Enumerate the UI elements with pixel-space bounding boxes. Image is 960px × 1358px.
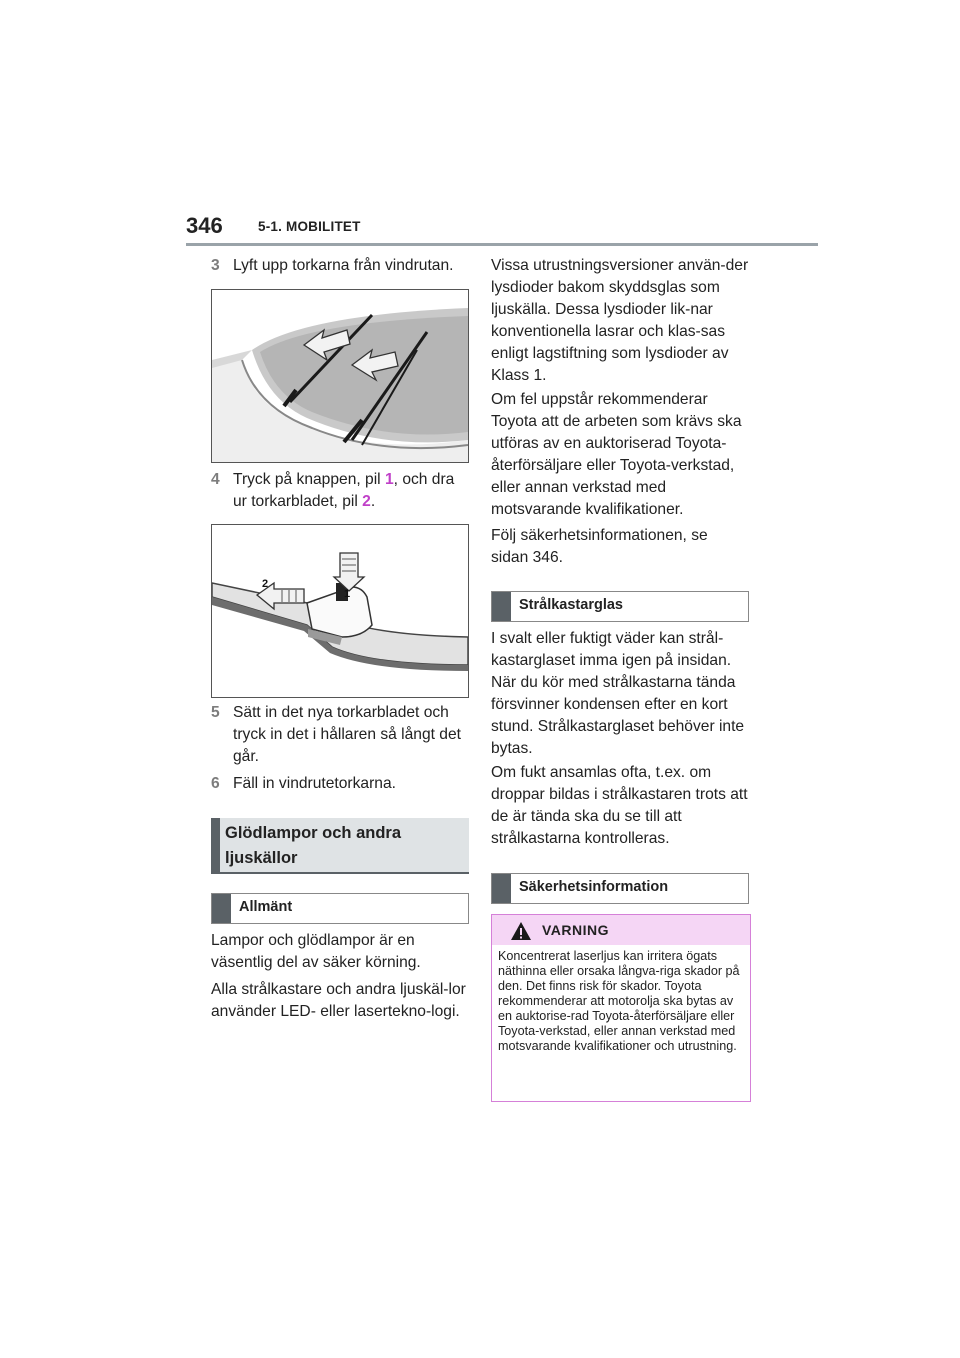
step-6	[211, 773, 469, 795]
subheading-bar	[492, 592, 511, 621]
paragraph: I svalt eller fuktigt väder kan strål-kastarglaset imma igen på insidan. När du kör med strålkastarna tända försvinner kondensen efter en kort stund. Strålkastarglaset behöver inte bytas.	[491, 630, 745, 757]
paragraph: Vissa utrustningsversioner använ-der lysdioder bakom skyddsglas som ljuskälla. Dessa lysdioder lik-nar konventionella lasrar och klas-sas enligt lagstiftning som lysdioder av Klass 1.	[491, 257, 749, 384]
step-number: 6	[211, 775, 220, 792]
figure-label-1: 1	[344, 588, 351, 600]
heading-underline	[211, 872, 469, 874]
paragraph: Alla strålkastare och andra ljuskäl-lor använder LED- eller lasertekno-logi.	[211, 981, 466, 1020]
warning-text: Koncentrerat laserljus kan irritera ögats näthinna eller orsaka långva-riga skador på den. Det finns risk för skador. Toyota rekommenderar att motorolja ska bytas av en auktorise-rad Toyota-återförsäljare eller Toyota-verkstad, eller annan verkstad med motsvarande kvalifikationer och utrustning.	[498, 949, 740, 1053]
paragraph: Om fel uppstår rekommenderar Toyota att de arbeten som krävs ska utföras av en auktoriserad Toyota-återförsäljare eller Toyota-verkstad, eller annan verkstad med motsvarande kvalifikationer.	[491, 391, 742, 518]
paragraph: Om fukt ansamlas ofta, t.ex. om droppar bildas i strålkastaren trots att de är tända ska du se till att strålkastarna kontrolleras.	[491, 764, 748, 847]
section-title: Glödlampor och andra ljuskällor	[225, 824, 402, 867]
warning-header	[492, 915, 750, 945]
step-text-part: Tryck på knappen, pil	[233, 471, 385, 488]
warning-title: VARNING	[542, 922, 610, 938]
step-3	[211, 255, 469, 277]
arrow-ref-1: 1	[384, 471, 394, 488]
figure-label-2: 2	[262, 578, 269, 590]
step-text: Lyft upp torkarna från vindrutan.	[233, 257, 454, 274]
subsection-heading-sakerhetsinformation	[491, 873, 749, 904]
arrow-ref-2: 2	[362, 493, 371, 510]
wiper-blade-removal-figure	[211, 524, 469, 698]
step-number: 3	[211, 257, 220, 274]
subsection-heading-allmant	[211, 893, 469, 924]
heading-bar	[211, 818, 220, 872]
step-4	[211, 469, 469, 513]
subsection-heading-stralkastarglas	[491, 591, 749, 622]
subsection-title: Säkerhetsinformation	[519, 879, 669, 895]
step-5	[211, 702, 469, 768]
wiper-lift-illustration	[212, 290, 468, 462]
wiper-blade-illustration	[212, 525, 468, 697]
page-number: 346	[186, 213, 223, 238]
step-number: 5	[211, 704, 220, 721]
subsection-title: Strålkastarglas	[519, 597, 623, 613]
chapter-title: 5-1. MOBILITET	[258, 219, 361, 234]
step-text: Sätt in det nya torkarbladet och tryck in det i hållaren så långt det går.	[233, 704, 461, 765]
step-number: 4	[211, 471, 220, 488]
subsection-title: Allmänt	[239, 899, 293, 915]
step-text: Fäll in vindrutetorkarna.	[233, 775, 396, 792]
step-text	[233, 469, 469, 513]
header-rule-left	[186, 243, 230, 246]
step-text-part: .	[370, 493, 376, 510]
paragraph: Lampor och glödlampor är en väsentlig del av säker körning.	[211, 932, 421, 971]
paragraph: Följ säkerhetsinformationen, se sidan 346.	[491, 527, 708, 566]
section-heading	[211, 818, 469, 872]
warning-box	[491, 914, 751, 1102]
step-text-part: , och dra ur torkarbladet, pil	[233, 471, 455, 510]
warning-icon	[510, 921, 532, 941]
subheading-bar	[492, 874, 511, 903]
subheading-bar	[212, 894, 231, 923]
header-rule	[230, 243, 818, 246]
wiper-lift-figure	[211, 289, 469, 463]
